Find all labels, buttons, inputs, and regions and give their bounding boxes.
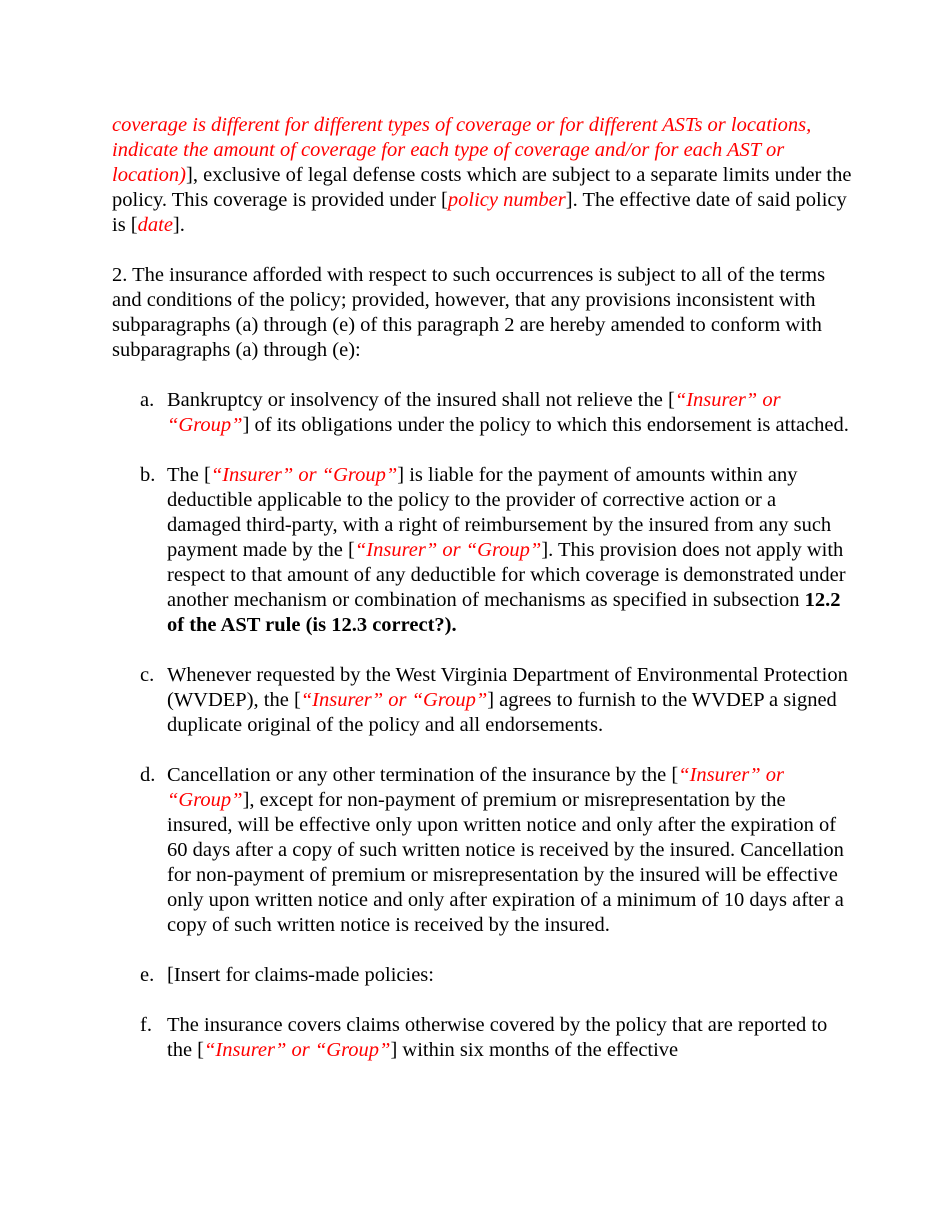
- policy-number-placeholder: policy number: [447, 189, 566, 211]
- item-letter: f.: [140, 1014, 152, 1036]
- item-letter: a.: [140, 389, 155, 411]
- item-a-text-1: Bankruptcy or insolvency of the insured shall not relieve the [: [167, 389, 675, 411]
- paragraph-2: 2. The insurance afforded with respect to such occurrences is subject to all of the terms and conditions of the policy; provided, however, that any provisions inconsistent with subparagraphs (a) through (e) of this paragraph 2 are hereby amended to conform with subparagraphs (a) through (e):: [112, 264, 826, 361]
- insurer-group-placeholder: “Insurer” or “Group”: [204, 1039, 391, 1061]
- item-d-text-1: Cancellation or any other termination of the insurance by the [: [167, 764, 679, 786]
- intro-paragraph: [112, 113, 852, 238]
- document-page: [112, 113, 852, 1088]
- subparagraph-c: [112, 663, 852, 738]
- insurer-group-placeholder: “Insurer” or “Group”: [210, 464, 398, 486]
- subparagraph-list: [112, 388, 852, 1063]
- item-letter: e.: [140, 964, 155, 986]
- intro-text-3: ].: [172, 214, 185, 236]
- item-b-text-2: ] is liable for the payment of amounts within any deductible applicable to the policy to the provider of corrective action or a damaged third-party, with a right of reimbursement by the insured from any such payment made by the [: [167, 464, 832, 561]
- item-c-text-1: Whenever requested by the West Virginia Department of Environmental Protection (WVDEP), the [: [167, 664, 848, 711]
- item-letter: c.: [140, 664, 155, 686]
- intro-text-2: ]. The effective date of said policy is [: [112, 189, 847, 236]
- item-b-text-1: The [: [167, 464, 211, 486]
- coverage-instruction-placeholder: coverage is different for different types of coverage or for different ASTs or locations, indicate the amount of coverage for each type of coverage and/or for each AST or location): [112, 114, 812, 186]
- subparagraph-f: [112, 1013, 852, 1063]
- item-d-text-2: ], except for non-payment of premium or misrepresentation by the insured, will be effective only upon written notice and only after the expiration of 60 days after a copy of such written notice is received by the insured. Cancellation for non-payment of premium or misrepresentation by the insured will be effective only upon written notice and only after expiration of a minimum of 10 days after a copy of such written notice is received by the insured.: [167, 789, 844, 936]
- intro-text-1: ], exclusive of legal defense costs which are subject to a separate limits under the policy. This coverage is provided under [: [112, 164, 852, 211]
- ast-rule-reference: 12.2 of the AST rule (is 12.3 correct?).: [167, 589, 841, 636]
- insurer-group-placeholder: “Insurer” or “Group”: [354, 539, 542, 561]
- item-a-text-2: ] of its obligations under the policy to which this endorsement is attached.: [242, 414, 849, 436]
- subparagraph-b: [112, 463, 852, 638]
- item-f-text-1: The insurance covers claims otherwise covered by the policy that are reported to the [: [167, 1014, 828, 1061]
- subparagraph-e: [112, 963, 852, 988]
- insurer-group-placeholder: “Insurer” or “Group”: [167, 764, 784, 811]
- item-c-text-2: ] agrees to furnish to the WVDEP a signed duplicate original of the policy and all endorsements.: [167, 689, 837, 736]
- item-b-text-3: ]. This provision does not apply with respect to that amount of any deductible for which coverage is demonstrated under another mechanism or combination of mechanisms as specified in subsection: [167, 539, 846, 611]
- date-placeholder: date: [137, 214, 173, 236]
- item-letter: b.: [140, 464, 156, 486]
- insurer-group-placeholder: “Insurer” or “Group”: [167, 389, 781, 436]
- subparagraph-a: [112, 388, 852, 438]
- insurer-group-placeholder: “Insurer” or “Group”: [300, 689, 488, 711]
- item-f-text-2: ] within six months of the effective: [390, 1039, 679, 1061]
- item-letter: d.: [140, 764, 156, 786]
- subparagraph-d: [112, 763, 852, 938]
- item-e-text: [Insert for claims-made policies:: [167, 964, 434, 986]
